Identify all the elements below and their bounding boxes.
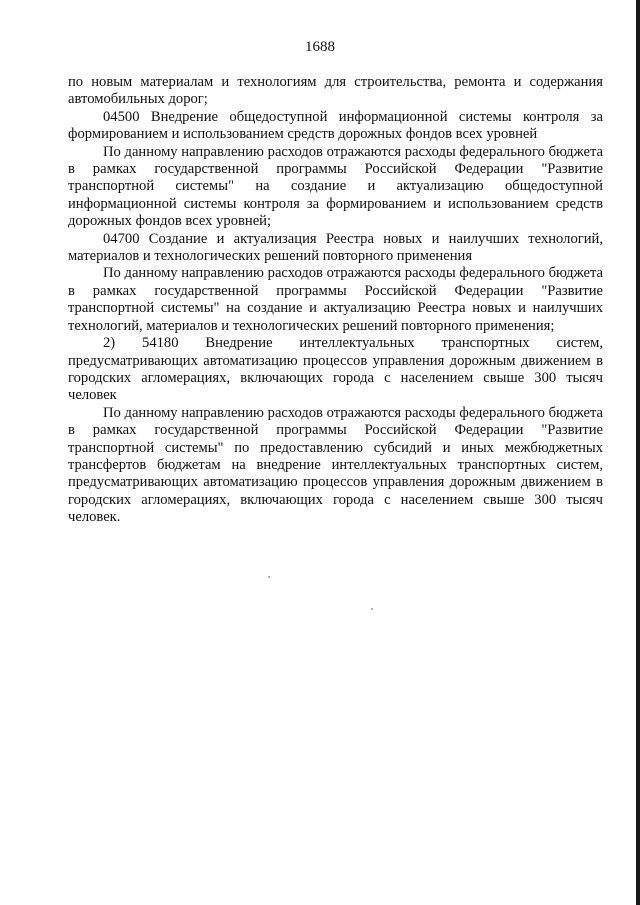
document-body: [68, 74, 603, 527]
paragraph: 04700 Создание и актуализация Реестра новых и наилучших технологий, материалов и технологических решений повторного применения: [68, 230, 603, 265]
scan-speck: [371, 608, 373, 610]
paragraph: По данному направлению расходов отражаются расходы федерального бюджета в рамках государственной программы Российской Федерации "Развитие транспортной системы" по предоставлению субсидий и иных межбюджетных трансфертов бюджетам на внедрение интеллектуальных транспортных систем, предусматривающих автоматизацию процессов управления дорожным движением в городских агломерациях, включающих города с населением свыше 300 тысяч человек.: [68, 404, 603, 526]
paragraph: 2) 54180 Внедрение интеллектуальных транспортных систем, предусматривающих автоматизацию процессов управления дорожным движением в городских агломерациях, включающих города с населением свыше 300 тысяч человек: [68, 335, 603, 404]
scan-speck: [268, 576, 270, 578]
paragraph: 04500 Внедрение общедоступной информационной системы контроля за формированием и использованием средств дорожных фондов всех уровней: [68, 108, 603, 143]
paragraph: по новым материалам и технологиям для строительства, ремонта и содержания автомобильных дорог;: [68, 74, 603, 108]
paragraph: По данному направлению расходов отражаются расходы федерального бюджета в рамках государственной программы Российской Федерации "Развитие транспортной системы" на создание и актуализацию общедоступной информационной системы контроля за формированием и использованием средств дорожных фондов всех уровней;: [68, 143, 603, 230]
paragraph: По данному направлению расходов отражаются расходы федерального бюджета в рамках государственной программы Российской Федерации "Развитие транспортной системы" на создание и актуализацию Реестра новых и наилучших технологий, материалов и технологических решений повторного применения;: [68, 265, 603, 334]
page-number: 1688: [305, 39, 335, 55]
scan-edge: [636, 0, 640, 905]
